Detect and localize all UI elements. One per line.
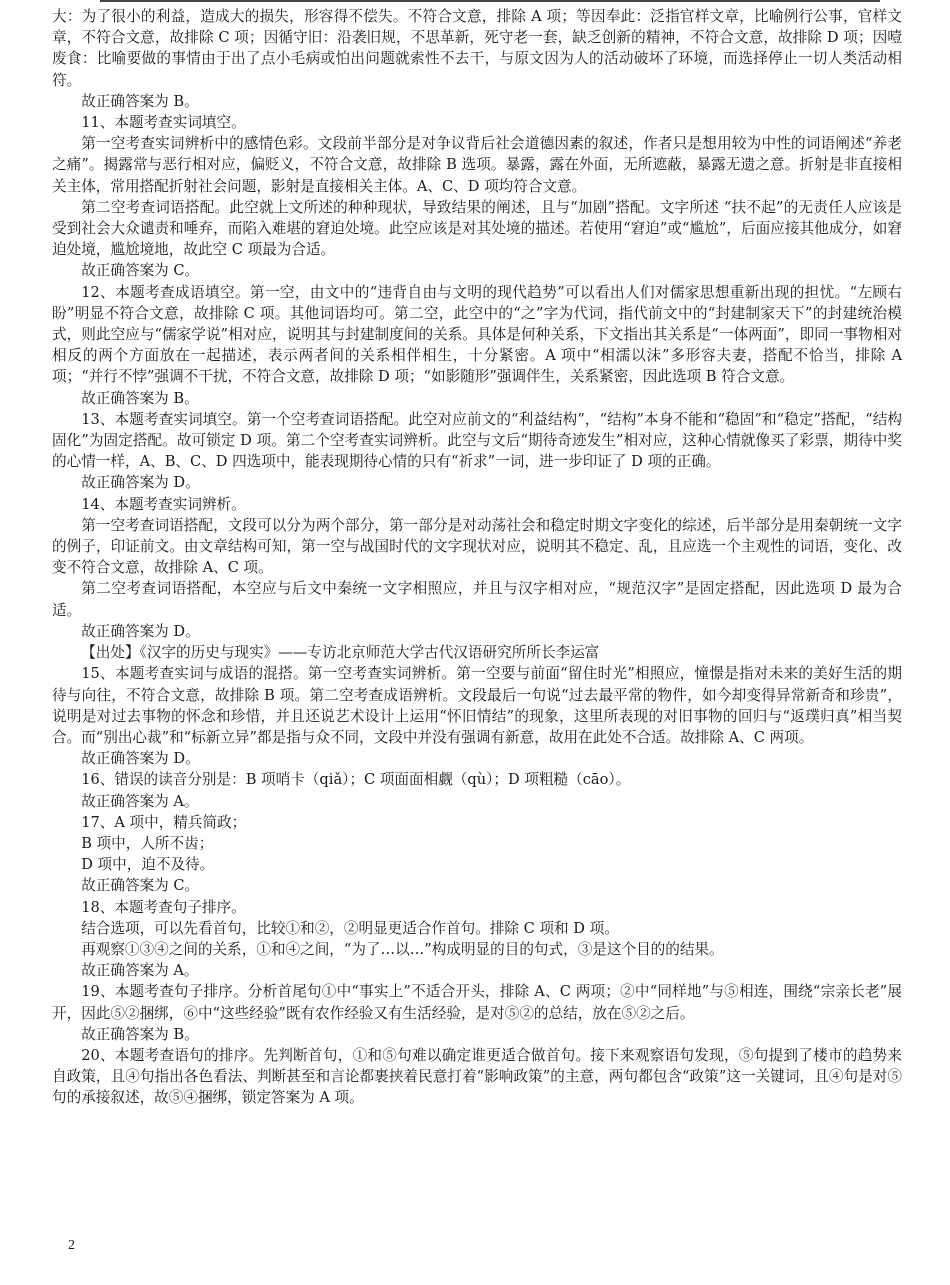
paragraph: 第二空考查词语搭配。此空就上文所述的种种现状，导致结果的阐述，且与“加剧”搭配。文字所述 “扶不起”的无责任人应该是受到社会大众谴责和唾弃，而陷入难堪的窘迫处境。此空应该是对其处境的描述。若使用“窘迫”或“尴尬”，后面应接其他成分，如窘迫处境，尴尬境地，故此空 C 项最为合适。: [52, 198, 902, 259]
paragraph: 13、本题考查实词填空。第一个空考查词语搭配。此空对应前文的“利益结构”，“结构”本身不能和“稳固”和“稳定”搭配，“结构固化”为固定搭配。故可锁定 D 项。第二个空考查实词辨析。此空与文后“期待奇迹发生”相对应，这种心情就像买了彩票，期待中奖的心情一样，A、B、C、D 四选项中，能表现期待心情的只有“祈求”一词，进一步印证了 D 项的正确。: [52, 410, 902, 471]
paragraph: 再观察①③④之间的关系，①和④之间，“为了…以…”构成明显的目的句式，③是这个目的的结果。: [81, 940, 724, 958]
answer-line: 故正确答案为 B。: [81, 389, 199, 407]
paragraph: 15、本题考查实词与成语的混搭。第一空考查实词辨析。第一空要与前面“留住时光”相照应，憧憬是指对未来的美好生活的期待与向往，不符合文意，故排除 B 项。第二空考查成语辨析。文段最后一句说“过去最平常的物件，如今却变得异常新奇和珍贵”，说明是对过去事物的怀念和珍惜，并且还说艺术设计上运用“怀旧情结”的现象，这里所表现的对旧事物的回归与“返璞归真”相当契合。而“别出心裁”和“标新立异”都是指与众不同，文段中并没有强调有新意，故用在此处不合适。故排除 A、C 两项。: [52, 665, 902, 746]
answer-line: 故正确答案为 A。: [81, 962, 199, 980]
answer-line: 故正确答案为 B。: [81, 1025, 199, 1043]
paragraph: 大：为了很小的利益，造成大的损失，形容得不偿失。不符合文意，排除 A 项；等因奉此：泛指官样文章，比喻例行公事，官样文章，不符合文意，故排除 C 项；因循守旧：沿袭旧规，不思革新，死守老一套，缺乏创新的精神，不符合文意，故排除 D 项；因噎废食：比喻要做的事情由于出了点小毛病或怕出问题就索性不去干，与原文因为人的活动破坏了环境，而选择停止一切人类活动相符。: [52, 8, 902, 89]
paragraph: D 项中，迫不及待。: [81, 856, 215, 874]
paragraph: B 项中，人所不齿；: [81, 834, 214, 852]
question-heading: 18、本题考查句子排序。: [81, 898, 246, 916]
answer-line: 故正确答案为 C。: [81, 262, 200, 280]
answer-line: 故正确答案为 C。: [81, 877, 200, 895]
answer-line: 故正确答案为 B。: [81, 92, 199, 110]
source-citation: 【出处】《汉字的历史与现实》——专访北京师范大学古代汉语研究所所长李运富: [81, 644, 600, 662]
paragraph: 19、本题考查句子排序。分析首尾句①中“事实上”不适合开头，排除 A、C 两项；②中“同样地”与⑤相连，围绕“宗亲长老”展开，因此⑤②捆绑，⑥中“这些经验”既有农作经验又有生活经验，是对⑤②的总结，放在⑤②之后。: [52, 983, 902, 1022]
paragraph: 12、本题考查成语填空。第一空，由文中的“违背自由与文明的现代趋势”可以看出人们对儒家思想重新出现的担忧。“左顾右盼”明显不符合文意，故排除 C 项。其他词语均可。第二空，此空中的“之”字为代词，指代前文中的“封建制家天下”的封建统治模式，则此空应与“儒家学说”相对应，说明其与封建制度间的关系。具体是何种关系，下文指出其关系是“一体两面”，即同一事物相对相反的两个方面放在一起描述，表示两者间的关系相伴相生，十分紧密。A 项中“相濡以沫”多形容夫妻，搭配不恰当，排除 A 项；“并行不悖”强调不干扰，不符合文意，故排除 D 项；“如影随形”强调伴生，关系紧密，因此选项 B 符合文意。: [52, 283, 902, 386]
answer-line: 故正确答案为 A。: [81, 792, 199, 810]
page-number: 2: [68, 1238, 75, 1253]
answer-line: 故正确答案为 D。: [81, 474, 200, 492]
paragraph: 结合选项，可以先看首句，比较①和②，②明显更适合作首句。排除 C 项和 D 项。: [81, 919, 619, 937]
document-body: [52, 6, 902, 1109]
paragraph: 16、错误的读音分别是：B 项哨卡（qiǎ）；C 项面面相觑（qù）；D 项粗糙（cāo）。: [81, 771, 631, 789]
header-rule: [100, 0, 880, 2]
answer-line: 故正确答案为 D。: [81, 750, 200, 768]
paragraph: 第一空考查词语搭配，文段可以分为两个部分，第一部分是对动荡社会和稳定时期文字变化的综述，后半部分是用秦朝统一文字的例子，印证前文。由文章结构可知，第一空与战国时代的文字现状对应，说明其不稳定、乱，且应选一个主观性的词语，变化、改变不符合文意，故排除 A、C 项。: [52, 516, 902, 577]
paragraph: 第二空考查词语搭配，本空应与后文中秦统一文字相照应，并且与汉字相对应，“规范汉字”是固定搭配，因此选项 D 最为合适。: [52, 580, 902, 619]
paragraph: 20、本题考查语句的排序。先判断首句，①和⑤句难以确定谁更适合做首句。接下来观察语句发现，⑤句提到了楼市的趋势来自政策，且④句指出各色看法、判断甚至和言论都裹挟着民意打着“影响政策”的主意，两句都包含“政策”这一关键词，且④句是对⑤句的承接叙述，故⑤④捆绑，锁定答案为 A 项。: [52, 1046, 902, 1107]
paragraph: 17、A 项中，精兵简政；: [81, 813, 247, 831]
answer-line: 故正确答案为 D。: [81, 622, 200, 640]
paragraph: 第一空考查实词辨析中的感情色彩。文段前半部分是对争议背后社会道德因素的叙述，作者只是想用较为中性的词语阐述“养老之痛”。揭露常与恶行相对应，偏贬义，不符合文意，故排除 B 选项。暴露，露在外面，无所遮蔽，暴露无遗之意。折射是非直接相关主体，常用搭配折射社会问题，影射是直接相关主体。A、C、D 项均符合文意。: [52, 135, 902, 195]
question-heading: 14、本题考查实词辨析。: [81, 495, 246, 513]
question-heading: 11、本题考查实词填空。: [81, 114, 246, 132]
